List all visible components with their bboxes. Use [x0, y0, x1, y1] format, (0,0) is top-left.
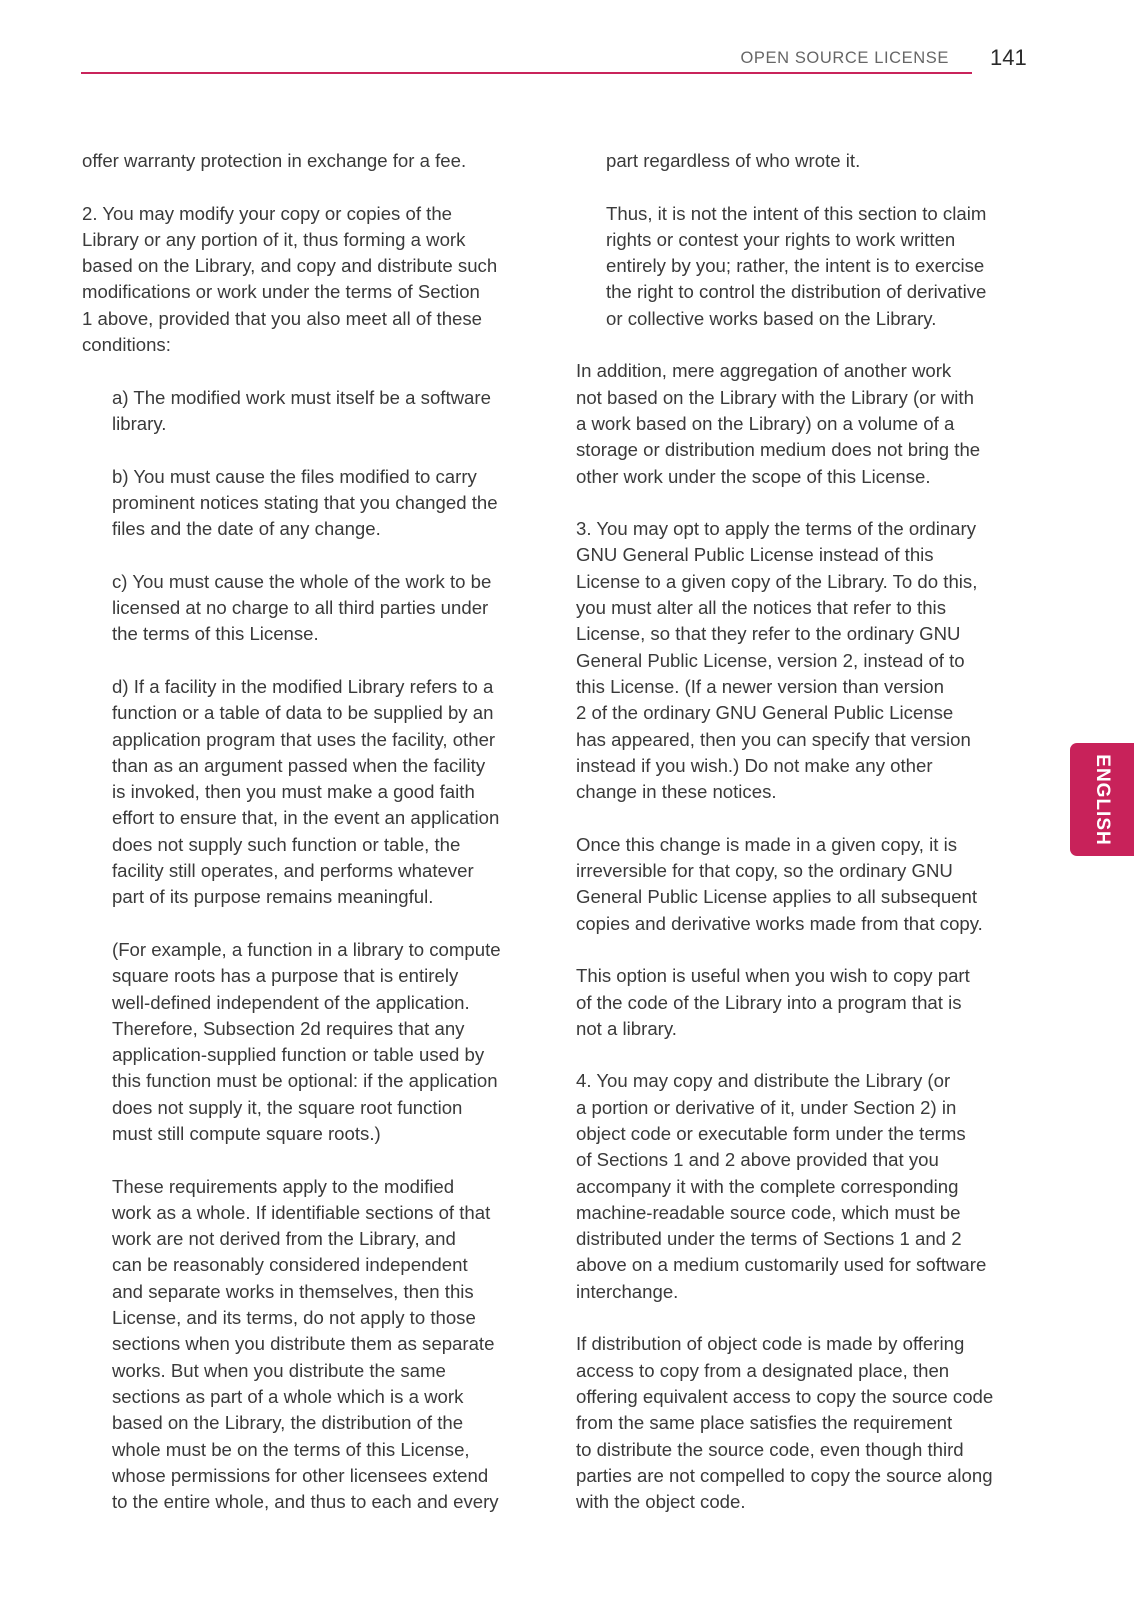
text-line: to the entire whole, and thus to each and every [112, 1491, 499, 1513]
text-line: whole must be on the terms of this License, [112, 1438, 470, 1460]
paragraph [576, 1331, 1046, 1515]
text-line: License to a given copy of the Library. To do this, [576, 570, 978, 592]
text-line: (For example, a function in a library to compute [112, 938, 501, 960]
text-line: irreversible for that copy, so the ordinary GNU [576, 860, 953, 882]
text-line: instead if you wish.) Do not make any other [576, 754, 933, 776]
text-line: change in these notices. [576, 781, 777, 803]
paragraph [576, 832, 1046, 937]
paragraph [82, 937, 552, 1147]
text-line: prominent notices stating that you changed the [112, 491, 498, 513]
text-line: to distribute the source code, even though third [576, 1438, 964, 1460]
text-line: accompany it with the complete corresponding [576, 1175, 959, 1197]
text-line: offering equivalent access to copy the source code [576, 1385, 994, 1407]
text-line: with the object code. [576, 1491, 746, 1513]
text-line: files and the date of any change. [112, 518, 381, 540]
text-line: from the same place satisfies the requirement [576, 1412, 953, 1434]
text-line: does not supply such function or table, the [112, 833, 461, 855]
text-line: can be reasonably considered independent [112, 1254, 468, 1276]
text-line: General Public License applies to all subsequent [576, 886, 978, 908]
text-line: copies and derivative works made from that copy. [576, 912, 983, 934]
text-line: a portion or derivative of it, under Section 2) in [576, 1096, 957, 1118]
paragraph [82, 385, 552, 438]
text-line: other work under the scope of this License. [576, 465, 931, 487]
text-line: Therefore, Subsection 2d requires that any [112, 1017, 465, 1039]
text-line: well-defined independent of the application. [112, 991, 470, 1013]
text-line: offer warranty protection in exchange for a fee. [82, 150, 467, 171]
text-line: interchange. [576, 1280, 679, 1302]
text-line: These requirements apply to the modified [112, 1175, 455, 1197]
text-line: Library or any portion of it, thus forming a work [82, 228, 466, 250]
paragraph [82, 569, 552, 648]
text-line: application-supplied function or table used by [112, 1044, 485, 1066]
header-divider [81, 72, 972, 74]
text-line: based on the Library, and copy and distribute such [82, 255, 498, 277]
text-line: part of its purpose remains meaningful. [112, 886, 434, 908]
text-line: License, so that they refer to the ordinary GNU [576, 623, 961, 645]
text-line: you must alter all the notices that refer to this [576, 597, 946, 619]
text-line: not a library. [576, 1017, 677, 1039]
language-tab [1070, 743, 1134, 856]
paragraph [576, 516, 1046, 805]
paragraph [82, 464, 552, 543]
text-line: has appeared, then you can specify that version [576, 728, 971, 750]
text-line: conditions: [82, 334, 171, 356]
text-line: In addition, mere aggregation of another work [576, 360, 952, 382]
text-line: rights or contest your rights to work written [606, 228, 956, 250]
text-line: this License. (If a newer version than version [576, 675, 944, 697]
text-line: above on a medium customarily used for software [576, 1254, 987, 1276]
text-line: 2 of the ordinary GNU General Public License [576, 702, 954, 724]
left-column [82, 148, 552, 1542]
text-line: storage or distribution medium does not bring the [576, 439, 981, 461]
paragraph [82, 674, 552, 911]
text-line: based on the Library, the distribution of the [112, 1412, 464, 1434]
right-column [576, 148, 1046, 1542]
text-line: Once this change is made in a given copy, it is [576, 833, 958, 855]
paragraph [82, 201, 552, 359]
text-line: work as a whole. If identifiable sections of that [112, 1201, 491, 1223]
text-line: work are not derived from the Library, and [112, 1228, 456, 1250]
text-line: the terms of this License. [112, 623, 319, 645]
text-line: License, and its terms, do not apply to those [112, 1307, 476, 1329]
text-line: licensed at no charge to all third parties under [112, 597, 489, 619]
text-line: machine-readable source code, which must be [576, 1201, 961, 1223]
paragraph [576, 1068, 1046, 1305]
paragraph [576, 201, 1046, 332]
text-line: This option is useful when you wish to copy part [576, 965, 970, 987]
text-line: and separate works in themselves, then this [112, 1280, 474, 1302]
text-line: 4. You may copy and distribute the Library (or [576, 1070, 951, 1092]
paragraph [576, 148, 1046, 174]
text-line: function or a table of data to be supplied by an [112, 702, 494, 724]
text-line: library. [112, 412, 167, 434]
language-tab-label: ENGLISH [1092, 753, 1113, 846]
text-line: 3. You may opt to apply the terms of the ordinary [576, 518, 977, 540]
text-line: than as an argument passed when the facility [112, 754, 486, 776]
text-line: or collective works based on the Library. [606, 307, 937, 329]
text-line: distributed under the terms of Sections 1 and 2 [576, 1228, 962, 1250]
text-line: access to copy from a designated place, then [576, 1359, 950, 1381]
text-line: GNU General Public License instead of this [576, 544, 934, 566]
text-line: parties are not compelled to copy the source along [576, 1464, 993, 1486]
text-line: 1 above, provided that you also meet all of these [82, 307, 483, 329]
text-line: is invoked, then you must make a good faith [112, 781, 475, 803]
section-title: OPEN SOURCE LICENSE [740, 49, 949, 67]
text-line: square roots has a purpose that is entirely [112, 965, 459, 987]
text-line: not based on the Library with the Library (or with [576, 386, 974, 408]
text-line: sections as part of a whole which is a work [112, 1385, 464, 1407]
text-line: whose permissions for other licensees extend [112, 1464, 489, 1486]
text-line: modifications or work under the terms of Section [82, 281, 480, 303]
text-line: a work based on the Library) on a volume of a [576, 412, 955, 434]
text-line: must still compute square roots.) [112, 1122, 381, 1144]
text-line: does not supply it, the square root function [112, 1096, 463, 1118]
text-line: object code or executable form under the terms [576, 1122, 966, 1144]
text-line: b) You must cause the files modified to carry [112, 465, 477, 487]
text-line: facility still operates, and performs whatever [112, 860, 474, 882]
text-line: of Sections 1 and 2 above provided that you [576, 1149, 939, 1171]
text-line: the right to control the distribution of derivative [606, 281, 987, 303]
text-line: d) If a facility in the modified Library refers to a [112, 675, 494, 697]
page-number: 141 [990, 45, 1027, 70]
text-line: sections when you distribute them as separate [112, 1333, 495, 1355]
text-line: works. But when you distribute the same [112, 1359, 446, 1381]
text-line: a) The modified work must itself be a software [112, 386, 491, 408]
text-line: 2. You may modify your copy or copies of the [82, 202, 453, 224]
paragraph [576, 963, 1046, 1042]
paragraph [576, 358, 1046, 489]
paragraph [82, 1174, 552, 1516]
text-line: application program that uses the facility, other [112, 728, 496, 750]
text-line: c) You must cause the whole of the work to be [112, 570, 492, 592]
paragraph [82, 148, 552, 174]
text-line: entirely by you; rather, the intent is to exercise [606, 255, 985, 277]
text-line: If distribution of object code is made by offering [576, 1333, 965, 1355]
text-line: effort to ensure that, in the event an application [112, 807, 500, 829]
text-line: Thus, it is not the intent of this section to claim [606, 202, 987, 224]
text-line: General Public License, version 2, instead of to [576, 649, 965, 671]
text-line: of the code of the Library into a program that is [576, 991, 962, 1013]
text-line: this function must be optional: if the application [112, 1070, 498, 1092]
text-line: part regardless of who wrote it. [606, 150, 861, 171]
